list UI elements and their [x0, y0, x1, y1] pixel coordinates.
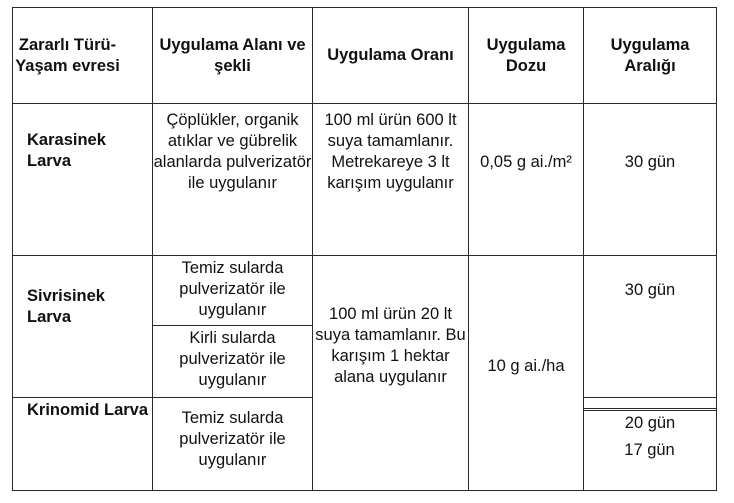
rate-shared-text: 100 ml ürün 20 lt suya tamamlanır. Bu karışım 1 hektar alana uygulanır [315, 305, 466, 386]
interval-sivrisinek-clean [584, 256, 717, 398]
header-row [13, 8, 717, 104]
area-krinomid [153, 398, 313, 491]
dose-shared [469, 256, 584, 491]
rate-karasinek-text: 100 ml ürün 600 lt suya tamamlanır. Metrekareye 3 lt karışım uygulanır [324, 111, 457, 192]
interval-divider [583, 410, 716, 411]
header-area: Uygulama Alanı ve şekli [153, 8, 313, 104]
header-species: Zararlı Türü-Yaşam evresi [13, 8, 153, 104]
dose-karasinek [469, 104, 584, 256]
area-karasinek [153, 104, 313, 256]
interval-sivrisinek-dirty [584, 398, 717, 409]
header-interval: Uygulama Aralığı [584, 8, 717, 104]
header-dose: Uygulama Dozu [469, 8, 584, 104]
header-rate: Uygulama Oranı [313, 8, 469, 104]
area-sivrisinek-clean [153, 256, 313, 326]
application-table [12, 7, 717, 491]
table-row-karasinek [13, 104, 717, 256]
area-karasinek-text: Çöplükler, organik atıklar ve gübrelik alanlarda pulverizatör ile uygulanır [153, 111, 312, 192]
interval-dirty-text: 20 gün [624, 414, 676, 432]
species-karasinek: Karasinek Larva [13, 104, 153, 256]
area-sivrisinek-dirty-text: Kirli sularda pulverizatör ile uygulanır [179, 329, 286, 389]
dose-shared-text: 10 g ai./ha [487, 357, 565, 375]
interval-krinomid-value: 17 gün [624, 441, 675, 459]
area-krinomid-text: Temiz sularda pulverizatör ile uygulanır [179, 409, 286, 469]
interval-karasinek [584, 104, 717, 256]
area-sivrisinek-clean-text: Temiz sularda pulverizatör ile uygulanır [179, 259, 286, 319]
dose-karasinek-text: 0,05 g ai./m² [480, 153, 572, 171]
interval-sivrisinek-clean-text: 30 gün [624, 281, 676, 299]
species-sivrisinek: Sivrisinek Larva [13, 256, 153, 398]
area-sivrisinek-dirty [153, 326, 313, 398]
rate-shared [313, 256, 469, 491]
interval-karasinek-text: 30 gün [624, 153, 676, 171]
table-row-sivrisinek-clean [13, 256, 717, 326]
rate-karasinek [313, 104, 469, 256]
species-krinomid: Krinomid Larva [13, 398, 153, 491]
